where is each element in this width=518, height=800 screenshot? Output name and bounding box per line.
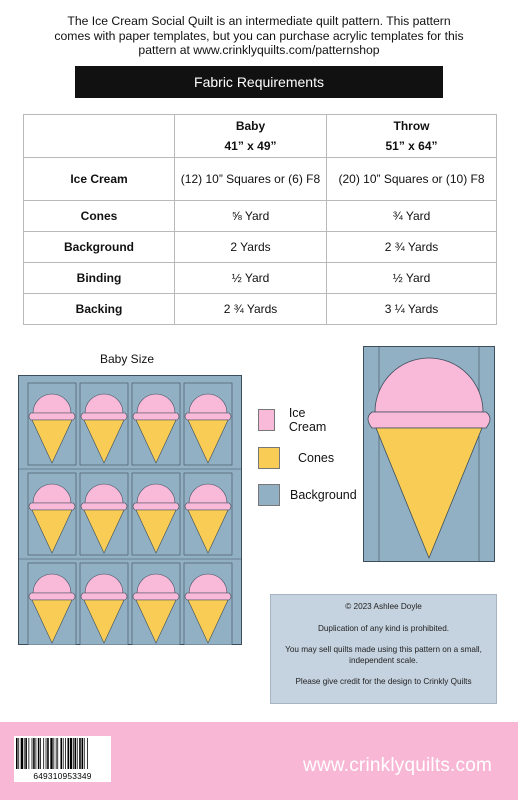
copyright-text: © 2023 Ashlee Doyle <box>345 602 422 611</box>
intro-line-3: pattern at www.crinklyquilts.com/patternshop <box>138 43 380 57</box>
barcode-bar <box>57 738 58 769</box>
barcode-bar <box>36 738 37 769</box>
cell-baby: (12) 10” Squares or (6) F8 <box>175 158 327 201</box>
table-header-baby: Baby 41” x 49” <box>175 115 327 158</box>
quilt-block <box>132 383 180 465</box>
sell-text: You may sell quilts made using this pattern on a small, independent scale. <box>285 645 482 665</box>
baby-size-title: Baby Size <box>100 352 155 366</box>
intro-line-2: comes with paper templates, but you can purchase acrylic templates for this <box>54 28 464 43</box>
legend-label: Cones <box>298 451 335 465</box>
barcode-bar <box>56 738 57 769</box>
barcode-bar <box>67 738 69 769</box>
quilt-block <box>28 383 76 465</box>
table-row <box>24 294 497 325</box>
brim <box>133 593 179 600</box>
website-link[interactable]: www.crinklyquilts.com <box>303 755 492 776</box>
brim <box>133 503 179 510</box>
barcode-bar <box>28 738 29 769</box>
cell-baby: 2 ¾ Yards <box>175 294 327 325</box>
quilt-block <box>28 563 76 645</box>
barcode-bar <box>77 738 78 769</box>
cell-throw: ½ Yard <box>327 263 497 294</box>
table-row <box>24 232 497 263</box>
ice-cream-brim <box>368 412 490 428</box>
brim <box>29 593 75 600</box>
barcode-bar <box>25 738 27 769</box>
table-header-row <box>24 115 497 158</box>
quilt-block <box>28 473 76 555</box>
legend-label: Ice Cream <box>288 406 327 434</box>
brim <box>81 413 127 420</box>
quilt-block <box>184 383 232 465</box>
barcode-bar <box>33 738 35 769</box>
cell-baby: ½ Yard <box>175 263 327 294</box>
barcode <box>14 736 111 782</box>
barcode-bar <box>53 738 54 769</box>
barcode-bar <box>73 738 74 769</box>
barcode-bar <box>87 738 88 769</box>
legend-item-background <box>258 484 357 506</box>
quilt-block <box>184 563 232 645</box>
brim <box>185 413 231 420</box>
intro-text <box>20 14 498 58</box>
single-block-diagram <box>363 346 495 562</box>
table-header-empty <box>24 115 175 158</box>
barcode-bar <box>46 738 47 769</box>
barcode-bar <box>84 738 85 769</box>
fabric-requirements-table <box>23 114 497 325</box>
barcode-bar <box>50 738 52 769</box>
table-row <box>24 158 497 201</box>
brim <box>29 413 75 420</box>
cell-throw: 2 ¾ Yards <box>327 232 497 263</box>
table-header-throw: Throw 51” x 64” <box>327 115 497 158</box>
duplication-text: Duplication of any kind is prohibited. <box>317 623 450 633</box>
brim <box>29 503 75 510</box>
row-label: Binding <box>24 263 175 294</box>
barcode-bar <box>79 738 81 769</box>
barcode-bar <box>18 738 19 769</box>
table-row <box>24 201 497 232</box>
swatch-ice-cream <box>258 409 275 431</box>
cell-throw: 3 ¼ Yards <box>327 294 497 325</box>
table-row <box>24 263 497 294</box>
barcode-bar <box>63 738 64 769</box>
barcode-bar <box>38 738 40 769</box>
cell-throw: (20) 10” Squares or (10) F8 <box>327 158 497 201</box>
barcode-bar <box>65 738 66 769</box>
cell-baby: 2 Yards <box>175 232 327 263</box>
barcode-bar <box>16 738 18 769</box>
barcode-bars <box>14 736 111 770</box>
cell-throw: ¾ Yard <box>327 201 497 232</box>
cell-baby: ⅝ Yard <box>175 201 327 232</box>
brim <box>133 413 179 420</box>
barcode-bar <box>47 738 49 769</box>
quilt-block <box>80 473 128 555</box>
quilt-block <box>80 383 128 465</box>
barcode-bar <box>70 738 72 769</box>
copyright-notice <box>270 594 497 704</box>
swatch-background <box>258 484 280 506</box>
quilt-block <box>184 473 232 555</box>
baby-quilt-diagram <box>18 375 242 645</box>
legend-label: Background <box>290 488 357 502</box>
barcode-bar <box>32 738 33 769</box>
brim <box>81 503 127 510</box>
quilt-block <box>80 563 128 645</box>
row-label: Backing <box>24 294 175 325</box>
legend-item-cones <box>258 447 334 469</box>
row-label: Cones <box>24 201 175 232</box>
brim <box>185 593 231 600</box>
brim <box>81 593 127 600</box>
legend-item-ice-cream <box>258 406 332 434</box>
intro-line-1: The Ice Cream Social Quilt is an intermediate quilt pattern. This pattern <box>67 14 451 28</box>
fabric-requirements-banner: Fabric Requirements <box>75 66 443 98</box>
brim <box>185 503 231 510</box>
barcode-bar <box>60 738 62 769</box>
barcode-bar <box>75 738 77 769</box>
row-label: Ice Cream <box>24 158 175 201</box>
barcode-number: 649310953349 <box>33 771 92 781</box>
swatch-cones <box>258 447 280 469</box>
barcode-bar <box>82 738 84 769</box>
barcode-bar <box>40 738 41 769</box>
row-label: Background <box>24 232 175 263</box>
quilt-block <box>132 473 180 555</box>
barcode-bar <box>43 738 44 769</box>
barcode-bar <box>24 738 25 769</box>
barcode-bar <box>21 738 23 769</box>
quilt-block <box>132 563 180 645</box>
credit-text: Please give credit for the design to Crinkly Quilts <box>295 677 472 686</box>
